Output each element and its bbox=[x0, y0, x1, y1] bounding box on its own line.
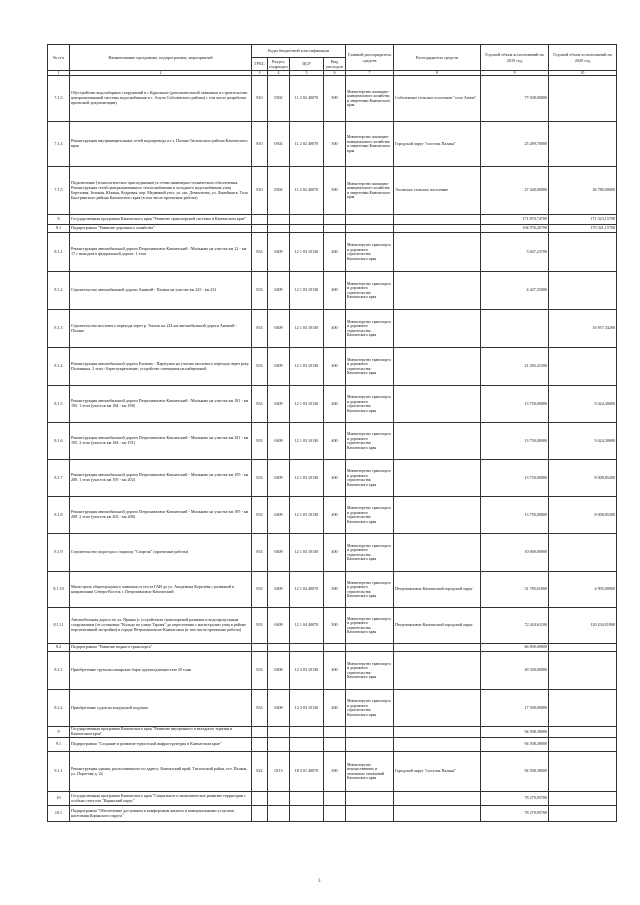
row-recipient: Городской округ "поселок Палана" bbox=[394, 752, 481, 792]
row-number: 8.2.1 bbox=[48, 652, 70, 690]
row-recipient: Петропавловск-Камчатский городской округ bbox=[394, 608, 481, 644]
col-number-8: 8 bbox=[394, 71, 481, 76]
row-recipient bbox=[394, 534, 481, 572]
row-vr: 400 bbox=[324, 310, 346, 348]
row-name: Реконструкция автомобильной дороги Елизово - Паратунка на участке мостового перехода через реку Половинка. 3 этап - Берегоукрепление, устройство освещения на набережной bbox=[70, 348, 252, 386]
row-name: Строительство мостового перехода через р. Тигиль на 224 км автомобильной дороги Анавгай - Палана bbox=[70, 310, 252, 348]
row-vr: 500 bbox=[324, 572, 346, 608]
header-csr: ЦСР bbox=[290, 58, 324, 71]
row-section bbox=[268, 225, 290, 233]
table-row bbox=[48, 806, 617, 822]
row-number: 10 bbox=[48, 792, 70, 806]
row-vr bbox=[324, 738, 346, 752]
row-number: 7.1.4 bbox=[48, 122, 70, 167]
row-csr: 12 1 03 10130 bbox=[290, 233, 324, 272]
table-row bbox=[48, 727, 617, 738]
row-csr: 12 1 03 10130 bbox=[290, 460, 324, 497]
row-name: Строительство подъезда к стадиону "Спартак" (проектные работы) bbox=[70, 534, 252, 572]
row-name: Реконструкция автомобильной дороги Петропавловск-Камчатский - Мильково на участке км 195 - км 208. 1 этап (участок км 195 - км 202) bbox=[70, 460, 252, 497]
row-manager: Министерство транспорта и дорожного строительства Камчатского края bbox=[346, 608, 394, 644]
row-vol2019: 5 047,23700 bbox=[481, 233, 549, 272]
header-vol2020: Годовой объем ассигнований на 2020 год bbox=[549, 45, 617, 71]
row-grbs bbox=[252, 644, 268, 652]
col-number-6: 6 bbox=[324, 71, 346, 76]
row-grbs: 822 bbox=[252, 752, 268, 792]
row-number: 8.1.2 bbox=[48, 272, 70, 310]
row-csr: 12 1 03 10130 bbox=[290, 310, 324, 348]
row-grbs bbox=[252, 806, 268, 822]
row-csr: 12 3 03 10130 bbox=[290, 652, 324, 690]
row-section: 0409 bbox=[268, 272, 290, 310]
row-vol2020 bbox=[549, 727, 617, 738]
row-recipient bbox=[394, 215, 481, 225]
table-row bbox=[48, 386, 617, 423]
row-manager: Министерство транспорта и дорожного строительства Камчатского края bbox=[346, 572, 394, 608]
row-number: 8.1.11 bbox=[48, 608, 70, 644]
col-number-3: 3 bbox=[252, 71, 268, 76]
col-number-4: 4 bbox=[268, 71, 290, 76]
row-csr bbox=[290, 225, 324, 233]
row-number: 8.1.9 bbox=[48, 534, 70, 572]
table-row bbox=[48, 644, 617, 652]
row-number: 8 bbox=[48, 215, 70, 225]
row-recipient bbox=[394, 652, 481, 690]
row-recipient bbox=[394, 497, 481, 534]
table-row bbox=[48, 652, 617, 690]
row-grbs: 833 bbox=[252, 497, 268, 534]
row-vol2020: 16 957,33200 bbox=[549, 310, 617, 348]
row-vr: 500 bbox=[324, 752, 346, 792]
row-number: 8.1.5 bbox=[48, 386, 70, 423]
row-vr: 400 bbox=[324, 272, 346, 310]
row-vr bbox=[324, 225, 346, 233]
row-csr: 12 1 03 10130 bbox=[290, 386, 324, 423]
row-grbs: 810 bbox=[252, 122, 268, 167]
row-section: 0502 bbox=[268, 167, 290, 215]
col-number-9: 9 bbox=[481, 71, 549, 76]
row-manager: Министерство транспорта и дорожного строительства Камчатского края bbox=[346, 497, 394, 534]
table-row bbox=[48, 272, 617, 310]
row-name: Реконструкция внутриквартальных сетей водопровода п.г.т. Палана Тигильского района Камчатского края bbox=[70, 122, 252, 167]
row-number: 9.1 bbox=[48, 738, 70, 752]
row-recipient bbox=[394, 792, 481, 806]
row-manager: Министерство транспорта и дорожного строительства Камчатского края bbox=[346, 690, 394, 727]
row-vol2019: 49 350,00000 bbox=[481, 652, 549, 690]
row-name: Строительство автомобильной дороги Анавгай - Палана на участке км 225 - км 231 bbox=[70, 272, 252, 310]
row-name: Государственная программа Камчатского края "Социальное и экономическое развитие территории с особым статусом "Корякский округ" bbox=[70, 792, 252, 806]
row-number: 8.2.2 bbox=[48, 690, 70, 727]
row-vol2020 bbox=[549, 806, 617, 822]
row-manager: Министерство жилищно-коммунального хозяйства и энергетики Камчатского края bbox=[346, 167, 394, 215]
row-vr bbox=[324, 806, 346, 822]
table-row bbox=[48, 348, 617, 386]
row-number: 8.1.3 bbox=[48, 310, 70, 348]
row-grbs: 833 bbox=[252, 608, 268, 644]
col-number-7: 7 bbox=[346, 71, 394, 76]
row-name: Реконструкция автомобильной дороги Петропавловск-Камчатский - Мильково на участке км 12 - км 17 с выходом в федеральной дороге, 1 этап bbox=[70, 233, 252, 272]
row-grbs bbox=[252, 727, 268, 738]
table-row bbox=[48, 423, 617, 460]
row-recipient bbox=[394, 233, 481, 272]
row-csr: 11 2 02 40070 bbox=[290, 76, 324, 122]
row-vol2019: 77 038,00000 bbox=[481, 76, 549, 122]
table-row bbox=[48, 608, 617, 644]
row-csr bbox=[290, 215, 324, 225]
row-vol2020: 8 008,85300 bbox=[549, 497, 617, 534]
row-vol2020: 36 780,00000 bbox=[549, 167, 617, 215]
row-section: 0409 bbox=[268, 534, 290, 572]
row-name: Подключение (технологическое присоединение) к сетям инженерно-технического обеспечения. Реконструкция сетей централизованного теплоснабжения и холодного водоснабжения улиц Березовая, Зеленая, Южная, Кедровая, пер. Медвежий угол, ул. им. Дементьева, ул. Линейная в. Тола Быстринского района Камчатского края (в том числе проектные работы) bbox=[70, 167, 252, 215]
header-vol2019: Годовой объем ассигнований на 2019 год bbox=[481, 45, 549, 71]
row-manager: Министерство транспорта и дорожного строительства Камчатского края bbox=[346, 534, 394, 572]
row-number: 8.1.1 bbox=[48, 233, 70, 272]
row-vr: 400 bbox=[324, 423, 346, 460]
row-vr: 400 bbox=[324, 534, 346, 572]
header-manager: Главный распорядитель средств bbox=[346, 45, 394, 71]
row-section: 0502 bbox=[268, 76, 290, 122]
row-manager: Министерство транспорта и дорожного строительства Камчатского края bbox=[346, 233, 394, 272]
row-csr: 12 1 03 10130 bbox=[290, 534, 324, 572]
row-section: 0409 bbox=[268, 572, 290, 608]
row-csr: 18 3 01 40070 bbox=[290, 752, 324, 792]
row-grbs: 833 bbox=[252, 460, 268, 497]
row-grbs: 833 bbox=[252, 534, 268, 572]
row-csr: 12 1 03 10130 bbox=[290, 272, 324, 310]
row-recipient bbox=[394, 806, 481, 822]
row-csr bbox=[290, 727, 324, 738]
row-grbs: 833 bbox=[252, 652, 268, 690]
row-number: 10.1 bbox=[48, 806, 70, 822]
row-recipient bbox=[394, 738, 481, 752]
table-row bbox=[48, 738, 617, 752]
row-vol2019: 72 424,61100 bbox=[481, 608, 549, 644]
table-row bbox=[48, 497, 617, 534]
table-row bbox=[48, 534, 617, 572]
table-row bbox=[48, 752, 617, 792]
row-csr bbox=[290, 644, 324, 652]
row-name: Реконструкция автомобильной дороги Петропавловск-Камчатский - Мильково на участке км 195 - км 208. 2 этап (участок км 202 - км 208) bbox=[70, 497, 252, 534]
row-section: 0409 bbox=[268, 608, 290, 644]
row-vol2019: 31 785,61000 bbox=[481, 572, 549, 608]
row-vol2019: 94 508,38000 bbox=[481, 738, 549, 752]
row-vr bbox=[324, 215, 346, 225]
row-manager: Министерство имущественных и земельных отношений Камчатского края bbox=[346, 752, 394, 792]
row-number: 8.2 bbox=[48, 644, 70, 652]
row-grbs bbox=[252, 792, 268, 806]
row-vol2019: 78 279,95700 bbox=[481, 792, 549, 806]
row-manager: Министерство транспорта и дорожного строительства Камчатского края bbox=[346, 423, 394, 460]
row-grbs bbox=[252, 215, 268, 225]
table-row bbox=[48, 792, 617, 806]
row-number: 9.1.1 bbox=[48, 752, 70, 792]
row-section: 0408 bbox=[268, 690, 290, 727]
row-section: 0409 bbox=[268, 233, 290, 272]
row-csr: 12 1 04 40070 bbox=[290, 608, 324, 644]
table-body bbox=[48, 76, 617, 822]
row-manager: Министерство транспорта и дорожного строительства Камчатского края bbox=[346, 310, 394, 348]
header-codes: Коды бюджетной классификации bbox=[252, 45, 346, 58]
row-number: 8.1.10 bbox=[48, 572, 70, 608]
row-vol2020: 9 424,30000 bbox=[549, 386, 617, 423]
row-vr: 400 bbox=[324, 460, 346, 497]
row-section: 0409 bbox=[268, 386, 290, 423]
row-grbs: 833 bbox=[252, 690, 268, 727]
row-grbs: 833 bbox=[252, 310, 268, 348]
row-number: 9 bbox=[48, 727, 70, 738]
row-vol2020: 4 905,00000 bbox=[549, 572, 617, 608]
row-vol2020 bbox=[549, 644, 617, 652]
row-section bbox=[268, 215, 290, 225]
row-manager: Министерство транспорта и дорожного строительства Камчатского края bbox=[346, 272, 394, 310]
row-csr: 12 1 03 10130 bbox=[290, 497, 324, 534]
row-name: Реконструкция здания, расположенного по адресу: Камчатский край, Тигильский район, пгт. Палана, ул. Поротова д. 24 bbox=[70, 752, 252, 792]
row-grbs bbox=[252, 738, 268, 752]
row-vol2020 bbox=[549, 752, 617, 792]
row-name: Обустройство водозаборных сооружений в с.Курильное (дополнительной скважины и строительство централизованной системы водоснабжения в с. Апуча Соболевского района) с том числе разработка проектной документации) bbox=[70, 76, 252, 122]
row-name: Государственная программа Камчатского края "Развитие внутреннего и въездного туризма в Камчатском крае" bbox=[70, 727, 252, 738]
row-grbs: 833 bbox=[252, 572, 268, 608]
row-vol2019: 13 750,00000 bbox=[481, 386, 549, 423]
row-number: 8.1.8 bbox=[48, 497, 70, 534]
table-row bbox=[48, 167, 617, 215]
row-vol2020 bbox=[549, 792, 617, 806]
row-manager bbox=[346, 215, 394, 225]
header-grbs: ГРБС bbox=[252, 58, 268, 71]
row-vol2020: 8 008,85200 bbox=[549, 460, 617, 497]
row-name: Подпрограмма "Развитие водного транспорта" bbox=[70, 644, 252, 652]
row-vol2019: 25 289,70000 bbox=[481, 122, 549, 167]
row-vr: 500 bbox=[324, 76, 346, 122]
row-section: 0408 bbox=[268, 652, 290, 690]
row-manager: Министерство транспорта и дорожного строительства Камчатского края bbox=[346, 348, 394, 386]
row-csr bbox=[290, 806, 324, 822]
row-name: Приобретение грузопассажирских барж грузоподъемностью 20 тонн bbox=[70, 652, 252, 690]
row-recipient bbox=[394, 460, 481, 497]
row-section: 0502 bbox=[268, 122, 290, 167]
row-section bbox=[268, 792, 290, 806]
header-recipient: Распорядитель средств bbox=[394, 45, 481, 71]
row-recipient: Эссовское сельское поселение bbox=[394, 167, 481, 215]
row-vr bbox=[324, 644, 346, 652]
row-manager: Министерство транспорта и дорожного строительства Камчатского края bbox=[346, 460, 394, 497]
row-csr: 12 1 04 40070 bbox=[290, 572, 324, 608]
row-vol2020 bbox=[549, 652, 617, 690]
row-vr: 400 bbox=[324, 497, 346, 534]
col-number-10: 10 bbox=[549, 71, 617, 76]
row-name: Автомобильная дорога по ул. Яранка (с устройством транспортной развязки и водопропускным сооружением (от остановки "Кольцо по улице Тарная" до пересечения с магистралью улиц в районе перспективной застройки) в городе Петропавловске-Камчатском (в том числе проектные работы) bbox=[70, 608, 252, 644]
row-vol2019: 10 000,00000 bbox=[481, 534, 549, 572]
row-grbs: 833 bbox=[252, 272, 268, 310]
row-vr: 400 bbox=[324, 386, 346, 423]
row-grbs: 810 bbox=[252, 76, 268, 122]
row-grbs: 833 bbox=[252, 348, 268, 386]
row-vol2019: 94 508,38000 bbox=[481, 727, 549, 738]
row-recipient bbox=[394, 348, 481, 386]
row-vol2020 bbox=[549, 348, 617, 386]
row-vol2020 bbox=[549, 534, 617, 572]
row-section bbox=[268, 644, 290, 652]
row-vol2019: 13 750,00000 bbox=[481, 497, 549, 534]
row-section bbox=[268, 727, 290, 738]
row-name: Реконструкция автомобильной дороги Петропавловск-Камчатский - Мильково на участке км 181 - км 195. 2 этап (участок км 184 - км 191) bbox=[70, 423, 252, 460]
row-vr bbox=[324, 792, 346, 806]
table-row bbox=[48, 690, 617, 727]
row-csr: 11 2 02 40070 bbox=[290, 122, 324, 167]
row-vr bbox=[324, 727, 346, 738]
row-manager: Министерство транспорта и дорожного строительства Камчатского края bbox=[346, 386, 394, 423]
header-section: Раздел, подраздел bbox=[269, 58, 288, 69]
table-row bbox=[48, 233, 617, 272]
row-vol2019: 171 870,74700 bbox=[481, 215, 549, 225]
row-section: 0409 bbox=[268, 348, 290, 386]
row-vol2019: 17 500,00000 bbox=[481, 690, 549, 727]
table-row bbox=[48, 572, 617, 608]
page-number: 3 bbox=[318, 879, 321, 884]
row-manager bbox=[346, 727, 394, 738]
col-number-2: 2 bbox=[70, 71, 252, 76]
row-recipient: Соболевское сельское поселение "село Апача" bbox=[394, 76, 481, 122]
row-csr: 12 3 03 10130 bbox=[290, 690, 324, 727]
row-section: 0113 bbox=[268, 752, 290, 792]
row-manager: Министерство жилищно-коммунального хозяйства и энергетики Камчатского края bbox=[346, 76, 394, 122]
row-recipient bbox=[394, 644, 481, 652]
col-number-5: 5 bbox=[290, 71, 324, 76]
row-section: 0409 bbox=[268, 310, 290, 348]
row-vol2020 bbox=[549, 272, 617, 310]
row-vol2019: 104 976,26700 bbox=[481, 225, 549, 233]
row-recipient: Петропавловск-Камчатский городской округ bbox=[394, 572, 481, 608]
row-section: 0409 bbox=[268, 423, 290, 460]
row-manager bbox=[346, 792, 394, 806]
row-number: 8.1.7 bbox=[48, 460, 70, 497]
row-vol2020 bbox=[549, 76, 617, 122]
row-vr: 500 bbox=[324, 122, 346, 167]
row-section: 0409 bbox=[268, 460, 290, 497]
col-number-1: 1 bbox=[48, 71, 70, 76]
row-csr: 12 1 03 10130 bbox=[290, 348, 324, 386]
table-row bbox=[48, 460, 617, 497]
row-name: Подпрограмма "Создание и развитие туристской инфраструктуры в Камчатском крае" bbox=[70, 738, 252, 752]
row-recipient bbox=[394, 690, 481, 727]
row-number: 8.1.6 bbox=[48, 423, 70, 460]
table-row bbox=[48, 225, 617, 233]
row-vol2020 bbox=[549, 690, 617, 727]
row-name: Подпрограмма "Обеспечение доступным и комфортным жильем и коммунальными услугами населения Корякского округа" bbox=[70, 806, 252, 822]
row-name: Приобретение судов на воздушной подушке bbox=[70, 690, 252, 727]
row-number: 7.1.5 bbox=[48, 167, 70, 215]
header-name: Наименование программы, подпрограммы, мероприятий bbox=[70, 45, 252, 71]
row-vr: 500 bbox=[324, 167, 346, 215]
row-grbs: 833 bbox=[252, 423, 268, 460]
row-vol2020: 120 234,91900 bbox=[549, 608, 617, 644]
row-grbs bbox=[252, 225, 268, 233]
row-number: 8.1 bbox=[48, 225, 70, 233]
row-number: 8.1.4 bbox=[48, 348, 70, 386]
row-recipient: Городской округ "поселок Палана" bbox=[394, 122, 481, 167]
row-vr: 400 bbox=[324, 233, 346, 272]
row-recipient bbox=[394, 727, 481, 738]
table-row bbox=[48, 310, 617, 348]
row-vol2019: 13 750,00000 bbox=[481, 423, 549, 460]
row-vr: 400 bbox=[324, 348, 346, 386]
row-grbs: 833 bbox=[252, 233, 268, 272]
row-manager bbox=[346, 225, 394, 233]
row-csr bbox=[290, 792, 324, 806]
row-vol2020: 171 323,15700 bbox=[549, 215, 617, 225]
row-csr bbox=[290, 738, 324, 752]
header-num: № п/п bbox=[48, 45, 70, 71]
row-vol2019: 13 750,00000 bbox=[481, 460, 549, 497]
row-manager: Министерство жилищно-коммунального хозяйства и энергетики Камчатского края bbox=[346, 122, 394, 167]
table-row bbox=[48, 215, 617, 225]
row-manager: Министерство транспорта и дорожного строительства Камчатского края bbox=[346, 652, 394, 690]
row-recipient bbox=[394, 386, 481, 423]
row-number: 7.1.3 bbox=[48, 76, 70, 122]
row-section bbox=[268, 738, 290, 752]
row-vol2020: 9 424,30000 bbox=[549, 423, 617, 460]
row-recipient bbox=[394, 423, 481, 460]
row-vol2020: 170 321,15700 bbox=[549, 225, 617, 233]
row-recipient bbox=[394, 310, 481, 348]
row-vol2019: 78 279,95700 bbox=[481, 806, 549, 822]
row-recipient bbox=[394, 272, 481, 310]
row-vol2019: 27 440,00000 bbox=[481, 167, 549, 215]
row-vol2019: 94 508,38000 bbox=[481, 752, 549, 792]
row-manager bbox=[346, 738, 394, 752]
row-section bbox=[268, 806, 290, 822]
row-manager bbox=[346, 644, 394, 652]
row-grbs: 810 bbox=[252, 167, 268, 215]
row-vol2019: 21 283,41500 bbox=[481, 348, 549, 386]
row-manager bbox=[346, 806, 394, 822]
row-recipient bbox=[394, 225, 481, 233]
row-vol2020 bbox=[549, 233, 617, 272]
row-name: Государственная программа Камчатского края "Развитие транспортной системы в Камчатском крае" bbox=[70, 215, 252, 225]
table-row bbox=[48, 76, 617, 122]
row-vol2019 bbox=[481, 310, 549, 348]
row-vr: 400 bbox=[324, 690, 346, 727]
row-vol2019: 4 427,55000 bbox=[481, 272, 549, 310]
row-csr: 11 2 02 40070 bbox=[290, 167, 324, 215]
table-row bbox=[48, 122, 617, 167]
row-section: 0409 bbox=[268, 497, 290, 534]
row-vr: 500 bbox=[324, 608, 346, 644]
row-name: Подпрограмма "Развитие дорожного хозяйства" bbox=[70, 225, 252, 233]
row-vol2020 bbox=[549, 122, 617, 167]
row-name: Реконструкция автомобильной дороги Петропавловск-Камчатский - Мильково на участке км 181 - км 195. 1 этап (участок км 184 - км 188) bbox=[70, 386, 252, 423]
row-grbs: 833 bbox=[252, 386, 268, 423]
row-vr: 400 bbox=[324, 652, 346, 690]
row-vol2020 bbox=[549, 738, 617, 752]
row-csr: 12 1 03 10130 bbox=[290, 423, 324, 460]
program-table bbox=[47, 44, 617, 822]
header-vr: Вид расходов bbox=[324, 58, 346, 71]
row-vol2019: 66 850,00000 bbox=[481, 644, 549, 652]
row-name: Магистраль общегородского значения от поста ГАИ до ул. Академика Королёва с развязкой в направлении Северо-Восток г. Петропавловск-Камчатский bbox=[70, 572, 252, 608]
